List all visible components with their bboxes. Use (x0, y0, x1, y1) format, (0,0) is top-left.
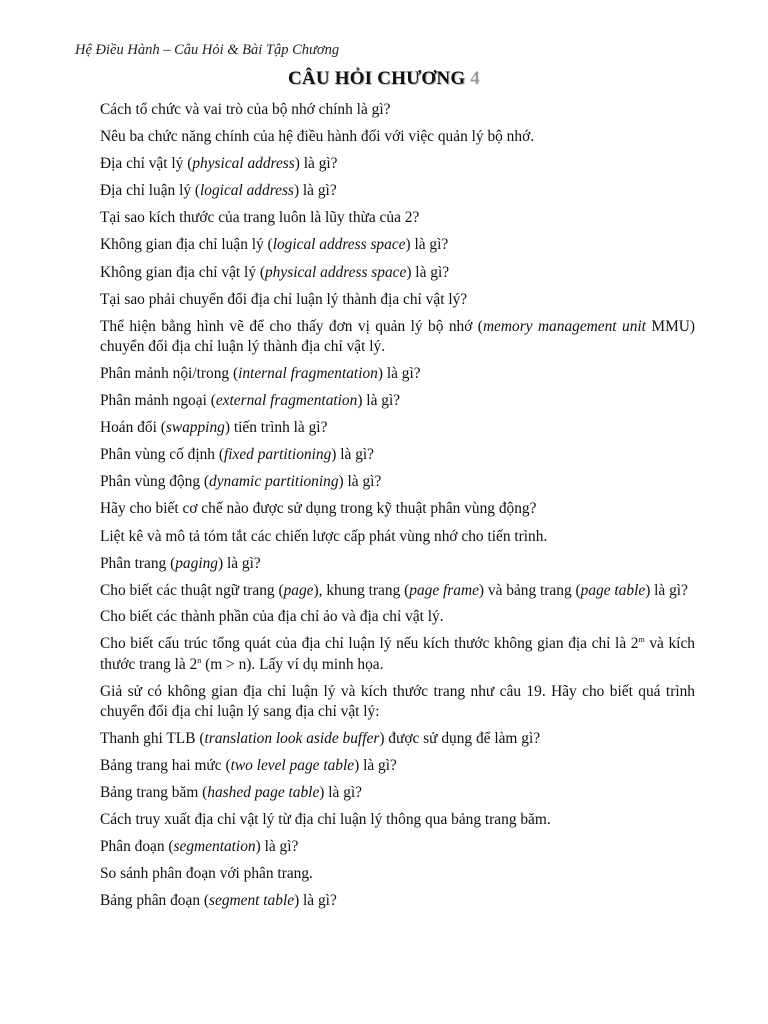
question-text: ) là gì? (377, 364, 421, 382)
question-term: translation look aside buffer (204, 729, 380, 747)
question-text: và kích thước trang là 2 (100, 635, 695, 673)
question-item (100, 364, 695, 385)
question-item (100, 682, 695, 723)
question-item (100, 127, 695, 148)
question-text: (m > n). Lấy ví dụ minh họa. (201, 655, 384, 673)
question-item (100, 290, 695, 311)
question-text: Địa chỉ luận lý ( (100, 182, 201, 200)
question-term: page table (580, 581, 646, 599)
question-text: Phân mảnh nội/trong ( (100, 364, 239, 382)
question-item (100, 100, 695, 121)
question-text: Phân vùng cố định ( (100, 446, 224, 464)
question-text: Giả sử có không gian địa chỉ luận lý và kích thước trang như câu 19. Hãy cho biết quá trình chuyển đổi địa chỉ luận lý sang địa chỉ vật lý: (100, 682, 695, 721)
question-item (100, 864, 695, 885)
question-term: physical address space (264, 263, 407, 281)
question-term: external fragmentation (215, 392, 358, 410)
question-text: Nêu ba chức năng chính của hệ điều hành đối với việc quản lý bộ nhớ. (100, 128, 535, 146)
question-text: ) là gì? (218, 554, 261, 572)
chapter-number: 4 (470, 68, 480, 89)
question-item (100, 554, 695, 575)
question-term: segment table (209, 892, 295, 910)
question-text: Cách tổ chức và vai trò của bộ nhớ chính là gì? (100, 101, 391, 118)
question-text: Phân mảnh ngoại ( (100, 392, 216, 410)
question-exponent: m (638, 635, 645, 645)
question-text: ) là gì? (405, 236, 449, 254)
question-item (100, 527, 695, 548)
question-item (100, 581, 695, 602)
question-item (100, 317, 695, 358)
question-item (100, 756, 695, 777)
question-term: memory management unit (482, 317, 646, 335)
question-text: Liệt kê và mô tả tóm tắt các chiến lược cấp phát vùng nhớ cho tiến trình. (100, 527, 548, 545)
question-text: Không gian địa chỉ luận lý ( (100, 236, 273, 254)
question-term: hashed page table (207, 784, 320, 802)
question-text: Địa chỉ vật lý ( (100, 155, 193, 173)
question-term: fixed partitioning (223, 446, 332, 464)
question-term: two level page table (230, 756, 355, 774)
running-header: Hệ Điều Hành – Câu Hỏi & Bài Tập Chương (75, 42, 340, 58)
question-term: paging (175, 554, 218, 572)
question-term: swapping (165, 419, 225, 437)
question-text: Hoán đổi ( (100, 419, 166, 437)
question-text: ) là gì? (406, 263, 450, 281)
question-text: Thanh ghi TLB ( (100, 729, 205, 747)
question-item (100, 208, 695, 229)
question-text: Phân đoạn ( (100, 838, 174, 856)
question-term: page frame (409, 581, 479, 599)
question-item (100, 445, 695, 466)
question-item (100, 499, 695, 520)
question-item (100, 181, 695, 202)
question-term: logical address (200, 182, 294, 200)
question-text: ) được sử dụng để làm gì? (379, 729, 541, 747)
question-text: ) là gì? (294, 892, 337, 910)
question-text: ) và bảng trang ( (478, 581, 581, 599)
question-text: ) là gì? (319, 784, 363, 802)
question-term: physical address (192, 155, 295, 173)
question-list (100, 100, 695, 919)
question-text: ) là gì? (354, 756, 397, 774)
question-item (100, 472, 695, 493)
question-term: logical address space (272, 236, 406, 254)
question-exponent: n (197, 655, 202, 665)
question-term: segmentation (173, 838, 256, 856)
question-text: Cho biết các thành phần của địa chỉ ảo và địa chỉ vật lý. (100, 608, 444, 626)
question-text: Bảng trang băm ( (100, 784, 208, 802)
question-item (100, 783, 695, 804)
question-text: So sánh phân đoạn với phân trang. (100, 865, 313, 883)
question-text: ) tiến trình là gì? (224, 419, 328, 437)
chapter-title (0, 68, 768, 90)
question-item (100, 154, 695, 175)
question-item (100, 607, 695, 628)
question-text: ), khung trang ( (313, 581, 410, 599)
question-text: Tại sao kích thước của trang luôn là lũy thừa của 2? (100, 209, 420, 227)
question-text: ) là gì? (294, 155, 338, 173)
question-text: Bảng phân đoạn ( (100, 892, 209, 910)
question-text: Cho biết các thuật ngữ trang ( (100, 581, 284, 599)
question-text: ) là gì? (255, 838, 299, 856)
question-term: dynamic partitioning (209, 473, 339, 491)
question-item (100, 729, 695, 750)
question-term: internal fragmentation (238, 364, 378, 382)
question-item (100, 810, 695, 831)
chapter-title-text: CÂU HỎI CHƯƠNG (288, 68, 466, 89)
question-text: Phân trang ( (100, 554, 176, 572)
question-text: ) là gì? (357, 392, 401, 410)
question-text: Cho biết cấu trúc tổng quát của địa chỉ luận lý nếu kích thước không gian địa chỉ là 2 (100, 635, 639, 653)
question-text: Cách truy xuất địa chỉ vật lý từ địa chỉ luận lý thông qua bảng trang băm. (100, 811, 551, 829)
question-item (100, 263, 695, 284)
question-term: page (283, 581, 314, 599)
question-text: ) là gì? (331, 446, 375, 464)
question-text: ) là gì? (645, 581, 688, 599)
question-text: Không gian địa chỉ vật lý ( (100, 263, 265, 281)
question-text: ) là gì? (293, 182, 337, 200)
question-item (100, 391, 695, 412)
question-text: ) là gì? (338, 473, 382, 491)
question-text: Tại sao phải chuyển đổi địa chỉ luận lý thành địa chỉ vật lý? (100, 290, 468, 308)
question-text: Phân vùng động ( (100, 473, 210, 491)
question-text: Bảng trang hai mức ( (100, 756, 231, 774)
question-item (100, 891, 695, 912)
question-text: MMU) chuyển đổi địa chỉ luận lý thành địa chỉ vật lý. (100, 317, 696, 356)
question-item (100, 418, 695, 439)
question-item (100, 634, 695, 675)
question-item (100, 235, 695, 256)
question-text: Hãy cho biết cơ chế nào được sử dụng trong kỹ thuật phân vùng động? (100, 500, 537, 518)
question-item (100, 837, 695, 858)
question-text: Thể hiện bằng hình vẽ để cho thấy đơn vị quản lý bộ nhớ ( (100, 317, 483, 335)
